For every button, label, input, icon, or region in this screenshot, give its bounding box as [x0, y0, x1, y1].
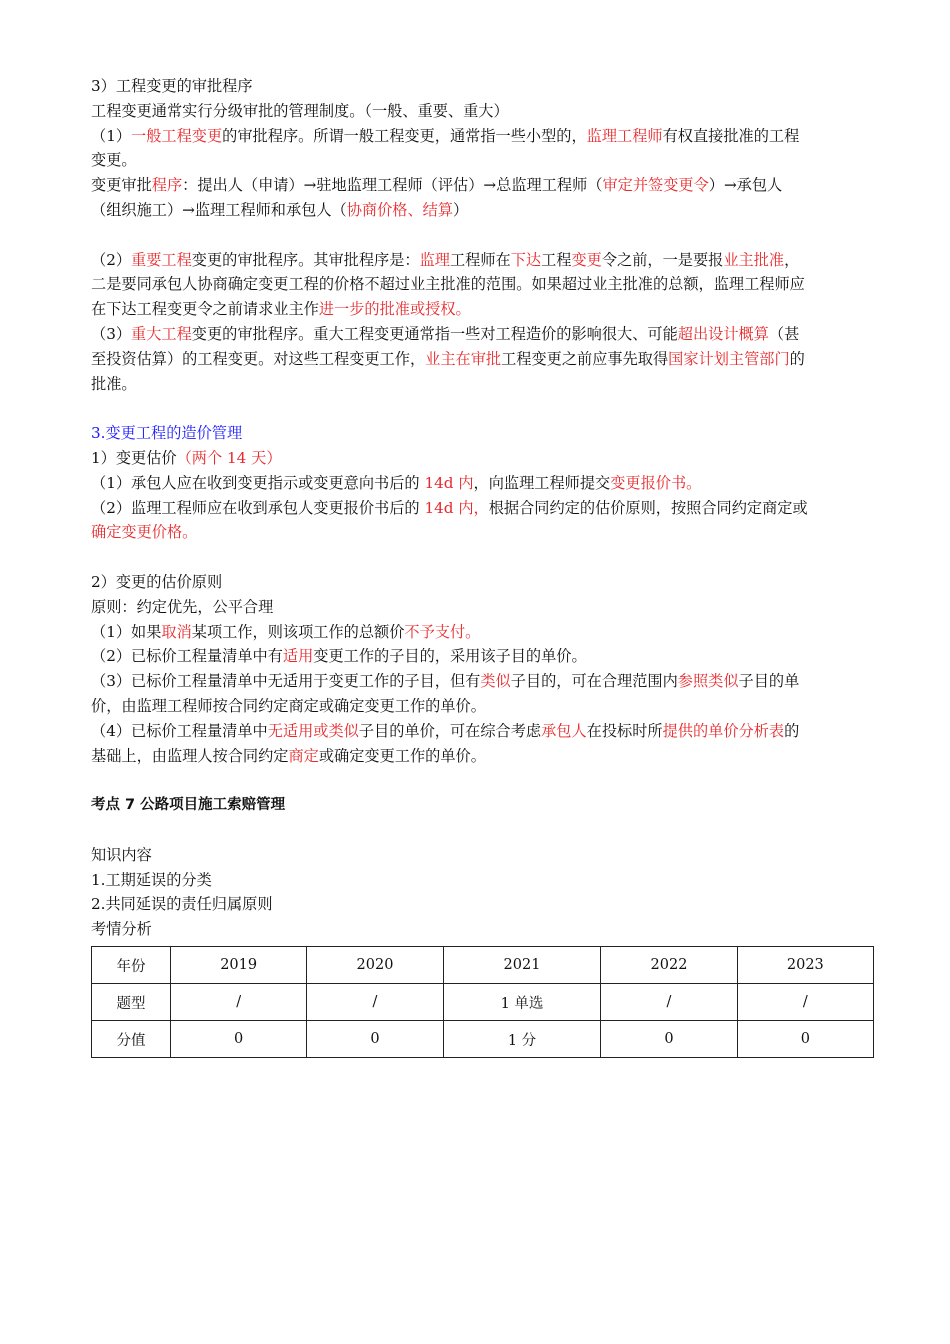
text-line: 原则：约定优先，公平合理 [91, 597, 274, 616]
table-cell: / [307, 984, 443, 1021]
table-cell: 2019 [171, 947, 307, 984]
text-line: 变更。 [91, 151, 137, 170]
text-line: （2）已标价工程量清单中有适用变更工作的子目的，采用该子目的单价。 [91, 647, 587, 666]
subsection-title: 1）变更估价（两个 14 天） [91, 448, 282, 467]
table-cell: 题型 [92, 984, 171, 1021]
exam-stats-table [91, 946, 874, 1058]
section-title: 3.变更工程的造价管理 [91, 424, 243, 443]
text-line: 基础上，由监理人按合同约定商定或确定变更工作的单价。 [91, 746, 486, 765]
table-cell: / [737, 984, 873, 1021]
table-cell: 2022 [601, 947, 737, 984]
table-cell: 0 [307, 1021, 443, 1058]
text-line: 价，由监理工程师按合同约定商定或确定变更工作的单价。 [91, 696, 486, 715]
subsection-title: 知识内容 [91, 845, 152, 864]
subsection-title: 2）变更的估价原则 [91, 572, 223, 591]
text-line: （3）已标价工程量清单中无适用于变更工作的子目，但有类似子目的，可在合理范围内参照类似子目的单 [91, 672, 800, 691]
table-cell: 2021 [443, 947, 601, 984]
point-heading: 考点 7 公路项目施工索赔管理 [91, 797, 286, 814]
text-line: （1）如果取消某项工作，则该项工作的总额价不予支付。 [91, 622, 481, 641]
table-cell: 1 分 [443, 1021, 601, 1058]
list-item: 2.共同延误的责任归属原则 [91, 895, 273, 914]
section-title: 3）工程变更的审批程序 [91, 77, 253, 95]
table-row [92, 947, 874, 984]
text-line: （2）重要工程变更的审批程序。其审批程序是：监理工程师在下达工程变更令之前，一是要报业主批准， [91, 250, 800, 269]
text-line: 在下达工程变更令之前请求业主作进一步的批准或授权。 [91, 300, 471, 319]
table-cell: 2023 [737, 947, 873, 984]
text-line: 批准。 [91, 374, 137, 393]
table-cell: / [171, 984, 307, 1021]
text-line: （4）已标价工程量清单中无适用或类似子目的单价，可在综合考虑承包人在投标时所提供的单价分析表的 [91, 721, 800, 740]
text-line: （1）承包人应在收到变更指示或变更意向书后的 14d 内，向监理工程师提交变更报价书。 [91, 473, 702, 492]
table-cell: 0 [601, 1021, 737, 1058]
text-line: 二是要同承包人协商确定变更工程的价格不超过业主批准的范围。如果超过业主批准的总额，监理工程师应 [91, 275, 805, 294]
table-cell: 1 单选 [443, 984, 601, 1021]
table-cell: 0 [737, 1021, 873, 1058]
text-line: 变更审批程序：提出人（申请）→驻地监理工程师（评估）→总监理工程师（审定并签变更令）→承包人 [91, 176, 783, 195]
table-cell: 年份 [92, 947, 171, 984]
paragraph: 工程变更通常实行分级审批的管理制度。（一般、重要、重大） [91, 101, 509, 120]
table-cell: 分值 [92, 1021, 171, 1058]
table-cell: 2020 [307, 947, 443, 984]
document-page [91, 74, 883, 942]
list-item: 1.工期延误的分类 [91, 870, 212, 889]
table-row [92, 984, 874, 1021]
text-line: （1）一般工程变更的审批程序。所谓一般工程变更，通常指一些小型的，监理工程师有权直接批准的工程 [91, 126, 800, 145]
text-line: 确定变更价格。 [91, 523, 198, 542]
table-cell: / [601, 984, 737, 1021]
text-line: （组织施工）→监理工程师和承包人（协商价格、结算） [91, 200, 469, 219]
text-line: （3）重大工程变更的审批程序。重大工程变更通常指一些对工程造价的影响很大、可能超出设计概算（甚 [91, 324, 800, 343]
table-row [92, 1021, 874, 1058]
subsection-title: 考情分析 [91, 920, 152, 939]
text-line: 至投资估算）的工程变更。对这些工程变更工作，业主在审批工程变更之前应事先取得国家计划主管部门的 [91, 349, 805, 368]
text-line: （2）监理工程师应在收到承包人变更报价书后的 14d 内，根据合同约定的估价原则，按照合同约定商定或 [91, 498, 808, 517]
table-cell: 0 [171, 1021, 307, 1058]
